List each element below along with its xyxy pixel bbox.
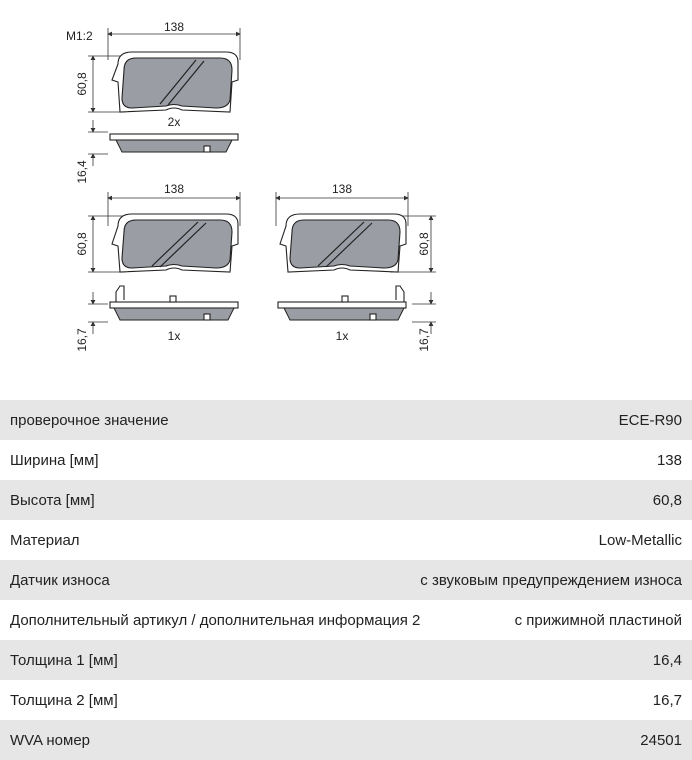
right-pad-width-label: 138 <box>331 182 353 196</box>
scale-label: M1:2 <box>66 29 93 43</box>
spec-value: 24501 <box>640 731 682 749</box>
spec-value: ECE-R90 <box>618 411 682 429</box>
spec-label: Материал <box>10 531 80 549</box>
spec-value: Low-Metallic <box>598 531 682 549</box>
left-pad-quantity-label: 1x <box>167 329 181 343</box>
top-pad-quantity-label: 2x <box>167 115 181 129</box>
spec-value: 16,4 <box>652 651 682 669</box>
spec-row-wva-number <box>0 720 692 760</box>
specifications-table <box>0 400 692 760</box>
top-pad-width-label: 138 <box>163 20 185 34</box>
spec-label: проверочное значение <box>10 411 169 429</box>
spec-row-additional-info <box>0 600 692 640</box>
spec-row-thickness-1 <box>0 640 692 680</box>
spec-row-width <box>0 440 692 480</box>
spec-label: Дополнительный артикул / дополнительная информация 2 <box>10 611 421 629</box>
left-pad-width-label: 138 <box>163 182 185 196</box>
spec-label: Толщина 1 [мм] <box>10 651 118 669</box>
right-pad-thickness-label: 16,7 <box>417 328 431 352</box>
right-pad-side-plate <box>278 302 406 308</box>
right-pad-height-label: 60,8 <box>417 232 431 256</box>
top-pad-group <box>66 20 240 184</box>
spec-label: Датчик износа <box>10 571 110 589</box>
spec-row-wear-sensor <box>0 560 692 600</box>
top-pad-side-plate <box>110 134 238 140</box>
left-pad-height-label: 60,8 <box>75 232 89 256</box>
right-pad-group <box>276 182 436 352</box>
right-pad-clip <box>396 286 404 304</box>
spec-row-test-value <box>0 400 692 440</box>
right-pad-quantity-label: 1x <box>335 329 349 343</box>
right-pad-side-friction <box>284 308 404 320</box>
right-pad-friction-surface <box>290 220 400 268</box>
spec-value: с звуковым предупреждением износа <box>420 571 682 589</box>
spec-value: 16,7 <box>652 691 682 709</box>
spec-label: Ширина [мм] <box>10 451 99 469</box>
left-pad-side-plate <box>110 302 238 308</box>
top-pad-thickness-label: 16,4 <box>75 160 89 184</box>
spec-label: WVA номер <box>10 731 91 749</box>
spec-value: 60,8 <box>652 491 682 509</box>
top-pad-height-label: 60,8 <box>75 72 89 96</box>
spec-row-thickness-2 <box>0 680 692 720</box>
left-pad-group <box>75 182 240 352</box>
spec-value: 138 <box>656 451 682 469</box>
left-pad-friction-surface <box>122 220 232 268</box>
spec-row-height <box>0 480 692 520</box>
spec-row-material <box>0 520 692 560</box>
spec-label: Толщина 2 [мм] <box>10 691 118 709</box>
left-pad-side-friction <box>114 308 234 320</box>
top-pad-side-friction <box>116 140 232 152</box>
spec-label: Высота [мм] <box>10 491 95 509</box>
left-pad-clip <box>116 286 124 304</box>
spec-value: с прижимной пластиной <box>514 611 682 629</box>
left-pad-thickness-label: 16,7 <box>75 328 89 352</box>
